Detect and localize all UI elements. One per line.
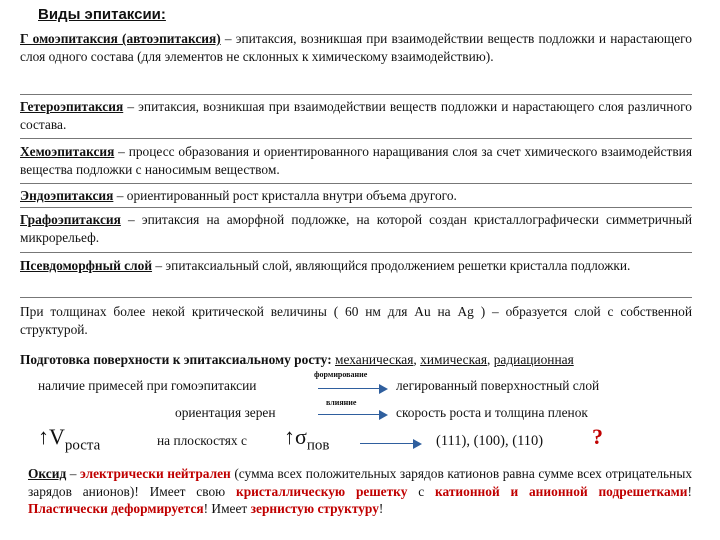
- oxide-plastic: Пластически деформируется: [28, 501, 204, 516]
- heteroepitaxy-term: Гетероэпитаксия: [20, 99, 124, 114]
- oxide-text: !: [378, 501, 384, 516]
- influence-arrow: [318, 414, 380, 415]
- divider: [20, 207, 692, 208]
- divider: [20, 94, 692, 95]
- divider: [20, 252, 692, 253]
- arrow-head-icon: [413, 439, 422, 449]
- graphoepitaxy-term: Графоэпитаксия: [20, 212, 121, 227]
- up-arrow-icon: ↑: [38, 424, 49, 449]
- oxide-lattice: кристаллическую решетку: [235, 483, 408, 499]
- arrow-head-icon: [379, 410, 388, 420]
- critical-thickness-note: При толщинах более некой критической величины ( 60 нм для Au на Ag ) – образуется слой с собственной структурой.: [20, 304, 692, 337]
- heteroepitaxy-definition: [20, 98, 692, 133]
- endoepitaxy-text: – ориентированный рост кристалла внутри объема другого.: [113, 188, 457, 203]
- heteroepitaxy-text: – эпитаксия, возникшая при взаимодействии веществ подложки и нарастающего слоя различного состава.: [20, 99, 692, 132]
- oxide-text: !: [687, 483, 692, 499]
- method-radiation: радиационная: [493, 352, 574, 367]
- surface-preparation-lead: Подготовка поверхности к эпитаксиальному росту:: [20, 352, 332, 367]
- growth-velocity-symbol: [38, 424, 100, 454]
- oxide-neutral: электрически нейтрален: [80, 466, 231, 481]
- oxide-paragraph: [28, 465, 692, 518]
- up-arrow-icon: ↑: [284, 424, 295, 449]
- homoepitaxy-text: – эпитаксия, возникшая при взаимодействии веществ подложки и нарастающего слоя одного состава (для элементов не склонных к химическому взаимодействию).: [20, 31, 692, 64]
- surface-energy-symbol: [284, 424, 329, 454]
- oxide-text: ! Имеет: [203, 501, 251, 516]
- formation-arrow: [318, 388, 380, 389]
- chemoepitaxy-definition: [20, 143, 692, 178]
- pseudomorphic-layer-term: Псевдоморфный слой: [20, 258, 153, 273]
- sigma-letter: σ: [295, 424, 307, 449]
- crystal-planes-indices: (111), (100), (110): [436, 433, 544, 449]
- arrow-head-icon: [379, 384, 388, 394]
- homoepitaxy-term: Г омоэпитаксия (автоэпитаксия): [20, 31, 221, 46]
- growth-rate-label: скорость роста и толщина пленок: [396, 405, 588, 420]
- planes-arrow: [360, 443, 414, 444]
- velocity-subscript: роста: [64, 437, 101, 454]
- surface-preparation-line: [20, 351, 692, 369]
- velocity-letter: V: [49, 424, 65, 449]
- arrow-label-influence: влияние: [326, 398, 357, 407]
- method-mechanical: механическая: [335, 352, 414, 367]
- divider: [20, 297, 692, 298]
- question-mark: ?: [592, 424, 603, 449]
- homoepitaxy-definition: [20, 30, 692, 65]
- pseudomorphic-layer-definition: [20, 257, 692, 275]
- dash: –: [66, 466, 81, 481]
- oxide-text: (сумма всех положительных зарядов катионов равна сумме всех отрицательных зарядов анионов)! Имеет свою: [28, 466, 693, 499]
- method-chemical: химическая: [420, 352, 487, 367]
- oxide-sublattices: катионной и анионной подрешетками: [434, 483, 688, 499]
- endoepitaxy-definition: [20, 187, 692, 205]
- divider: [20, 183, 692, 184]
- sigma-subscript: пов: [306, 437, 330, 454]
- graphoepitaxy-text: – эпитаксия на аморфной подложке, на которой создан кристаллографически симметричный микрорельеф.: [20, 212, 692, 245]
- divider: [20, 138, 692, 139]
- impurities-label: наличие примесей при гомоэпитаксии: [38, 378, 257, 393]
- oxide-text: с: [407, 483, 435, 499]
- separator: ,: [413, 352, 421, 367]
- chemoepitaxy-term: Хемоэпитаксия: [20, 144, 115, 159]
- doped-layer-label: легированный поверхностный слой: [396, 378, 600, 393]
- pseudomorphic-layer-text: – эпитаксиальный слой, являющийся продолжением решетки кристалла подложки.: [152, 258, 631, 273]
- arrow-label-formation: формирование: [314, 370, 368, 379]
- graphoepitaxy-definition: [20, 211, 692, 246]
- oxide-grain-structure: зернистую структуру: [250, 501, 379, 516]
- endoepitaxy-term: Эндоэпитаксия: [20, 188, 114, 203]
- page-title: Виды эпитаксии:: [38, 6, 166, 23]
- chemoepitaxy-text: – процесс образования и ориентированного наращивания слоя за счет химического взаимодействия вещества подложки с наносимым веществом.: [20, 144, 692, 177]
- oxide-term: Оксид: [28, 466, 67, 481]
- separator: ,: [487, 352, 494, 367]
- planes-label: на плоскостях с: [157, 433, 247, 448]
- grain-orientation-label: ориентация зерен: [175, 405, 276, 420]
